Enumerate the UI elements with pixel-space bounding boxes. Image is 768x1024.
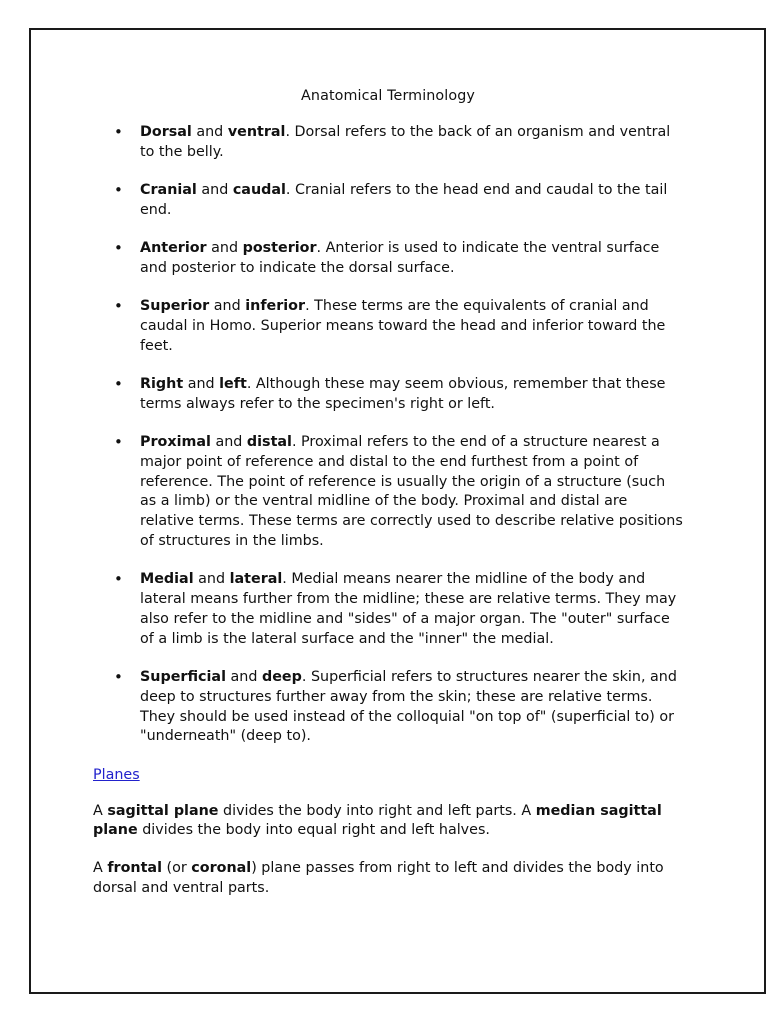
term-secondary: inferior <box>245 298 306 315</box>
term-secondary: posterior <box>242 239 317 256</box>
document-content <box>93 87 683 917</box>
term-primary: Anterior <box>140 239 207 256</box>
para-bold-term: coronal <box>191 860 252 877</box>
term-conjunction: and <box>211 239 239 256</box>
term-secondary: lateral <box>229 571 283 588</box>
term-primary: Superior <box>140 298 210 315</box>
list-item-dorsal-ventral <box>93 123 683 163</box>
term-conjunction: and <box>215 434 243 451</box>
list-item-anterior-posterior <box>93 239 683 279</box>
term-definition: . Dorsal refers to the back of an organism and ventral to the belly. <box>140 123 671 160</box>
list-item-right-left <box>93 375 683 415</box>
term-secondary: distal <box>246 434 292 451</box>
term-conjunction: and <box>198 571 226 588</box>
para-text: divides the body into equal right and left halves. <box>137 822 490 839</box>
list-item-cranial-caudal <box>93 181 683 221</box>
term-definition: . Cranial refers to the head end and caudal to the tail end. <box>140 181 668 218</box>
list-item-medial-lateral <box>93 570 683 649</box>
term-primary: Dorsal <box>140 123 192 140</box>
list-item-superior-inferior <box>93 297 683 356</box>
term-conjunction: and <box>201 181 229 198</box>
term-conjunction: and <box>187 375 215 392</box>
term-primary: Cranial <box>140 181 197 198</box>
document-title: Anatomical Terminology <box>301 88 475 104</box>
paragraph-frontal-plane <box>93 859 683 899</box>
para-bold-term: median sagittal plane <box>93 802 662 839</box>
list-item-superficial-deep <box>93 668 683 747</box>
para-bold-term: sagittal plane <box>107 802 219 819</box>
term-definition: . Although these may seem obvious, remember that these terms always refer to the specimen's right or left. <box>140 375 666 412</box>
term-definition: . Medial means nearer the midline of the body and lateral means further from the midline; these are relative terms. They may also refer to the midline and "sides" of a major organ. The "outer" surface of a limb is the lateral surface and the "inner" the medial. <box>140 571 677 647</box>
term-definition: . Anterior is used to indicate the ventral surface and posterior to indicate the dorsal surface. <box>140 239 660 276</box>
term-secondary: caudal <box>232 181 286 198</box>
term-primary: Superficial <box>140 669 226 686</box>
para-text: divides the body into right and left parts. A <box>218 802 536 819</box>
term-primary: Proximal <box>140 434 211 451</box>
para-text: A <box>93 802 108 819</box>
term-primary: Right <box>140 375 184 392</box>
term-secondary: ventral <box>227 123 286 140</box>
para-bold-term: frontal <box>107 860 162 877</box>
planes-link[interactable]: Planes <box>93 766 140 783</box>
list-item-proximal-distal <box>93 433 683 552</box>
term-conjunction: and <box>196 123 224 140</box>
term-conjunction: and <box>230 669 258 686</box>
term-definition: . These terms are the equivalents of cranial and caudal in Homo. Superior means toward the head and inferior toward the feet. <box>140 298 666 354</box>
term-secondary: deep <box>261 669 302 686</box>
term-conjunction: and <box>213 298 241 315</box>
term-definition: . Proximal refers to the end of a structure nearest a major point of reference and distal to the end furthest from a point of reference. The point of reference is usually the origin of a structure (such as a limb) or the ventral midline of the body. Proximal and distal are relative terms. These terms are correctly used to describe relative positions of structures in the limbs. <box>140 434 683 550</box>
para-text: A <box>93 860 108 877</box>
term-definition: . Superficial refers to structures nearer the skin, and deep to structures further away from the skin; these are relative terms. They should be used instead of the colloquial "on top of" (superficial to) or "underneath" (deep to). <box>140 669 677 745</box>
term-secondary: left <box>219 375 247 392</box>
terms-list <box>93 123 683 747</box>
document-page <box>29 28 766 994</box>
paragraph-sagittal-plane <box>93 802 683 842</box>
para-text: ) plane passes from right to left and divides the body into dorsal and ventral parts. <box>93 860 664 896</box>
term-primary: Medial <box>140 571 194 588</box>
para-text: (or <box>161 860 192 877</box>
